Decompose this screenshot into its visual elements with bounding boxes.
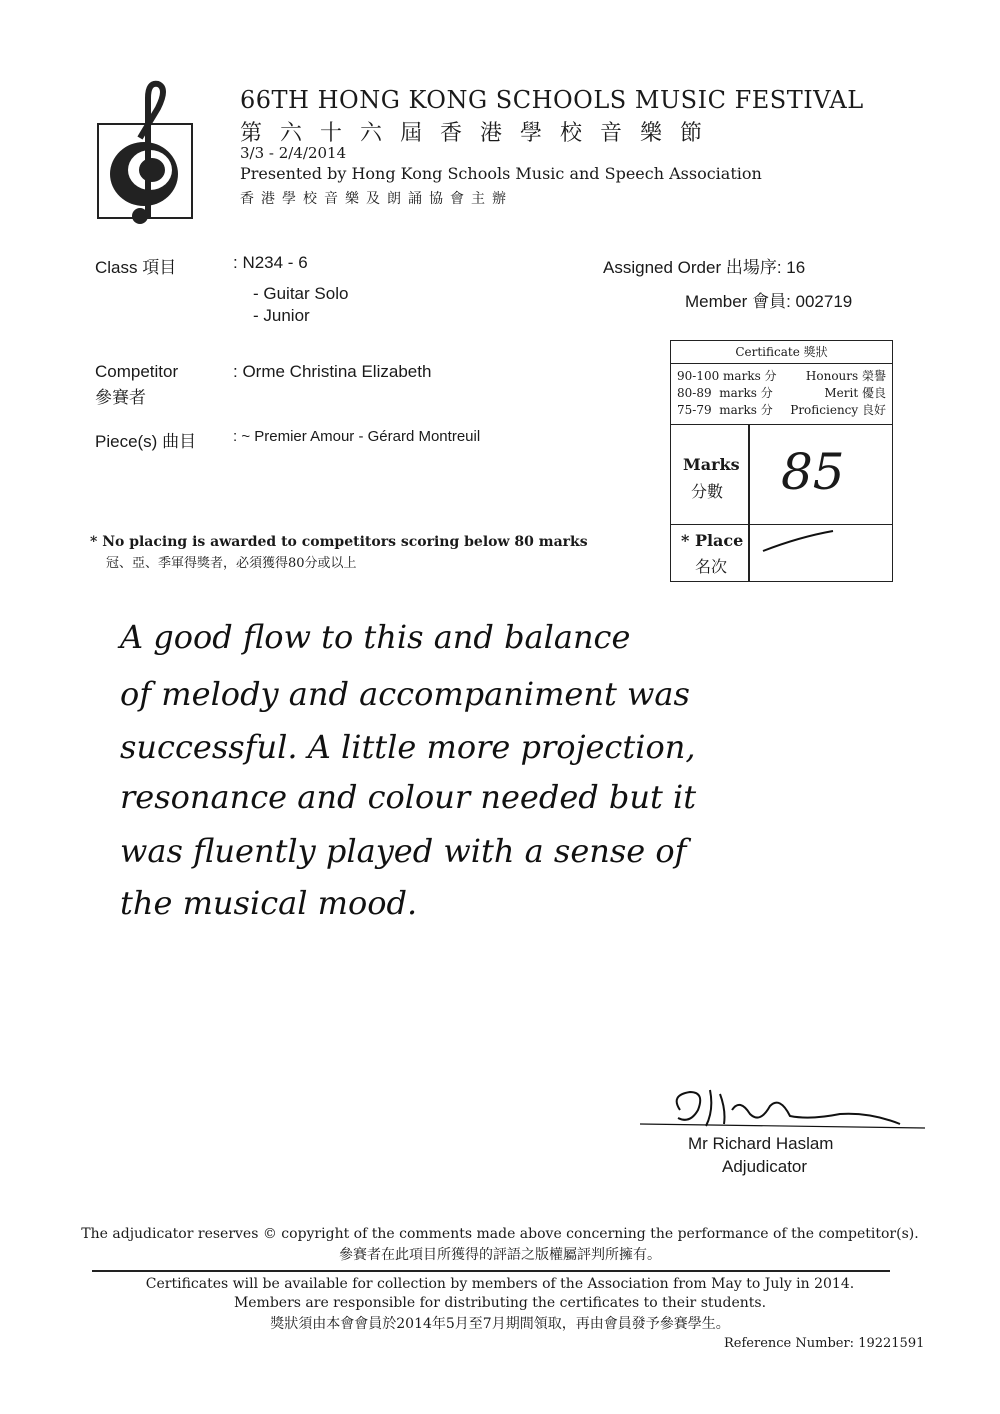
grade-row [677, 401, 886, 417]
festival-title-zh: 第六十六屆香港學校音樂節 [240, 121, 721, 146]
place-label: * Place [681, 531, 744, 550]
grade-award: Proficiency 良好 [790, 403, 886, 417]
festival-logo [96, 78, 196, 228]
certificate-responsibility-note: Members are responsible for distributing the certificates to their students. [233, 1295, 767, 1311]
class-value: : N234 - 6 [233, 253, 308, 272]
comment-line: successful. A little more projection, [120, 728, 696, 766]
certificate-note-zh: 獎狀須由本會會員於2014年5月至7月期間領取，再由會員發予參賽學生。 [270, 1316, 730, 1332]
comment-line: A good flow to this and balance [120, 618, 631, 656]
marks-label-zh: 分數 [691, 484, 724, 501]
marks-label: Marks [683, 455, 740, 474]
marks-cell [671, 425, 892, 525]
reference-number: Reference Number: 19221591 [724, 1336, 925, 1351]
marks-value: 85 [781, 443, 845, 501]
placing-note: * No placing is awarded to competitors scoring below 80 marks [90, 534, 588, 550]
pieces-value: : ~ Premier Amour - Gérard Montreuil [233, 428, 481, 445]
comment-line: resonance and colour needed but it [120, 778, 697, 816]
competitor-label-zh: 參賽者 [95, 388, 146, 407]
certificate-header: Certificate 獎狀 [671, 341, 892, 364]
certificate-collection-note: Certificates will be available for collection by members of the Association from May to July in 2014. [145, 1276, 855, 1292]
festival-presenter: Presented by Hong Kong Schools Music and Speech Association [240, 164, 762, 183]
grade-award: Merit 優良 [824, 386, 886, 400]
grade-range: 80-89 marks 分 [677, 386, 773, 400]
festival-title: 66TH HONG KONG SCHOOLS MUSIC FESTIVAL [240, 86, 864, 114]
class-level: - Junior [253, 306, 310, 325]
comment-line: was fluently played with a sense of [120, 832, 687, 870]
festival-dates: 3/3 - 2/4/2014 [240, 144, 347, 162]
comment-line: of melody and accompaniment was [120, 675, 690, 713]
grade-range: 75-79 marks 分 [677, 403, 773, 417]
place-label-zh: 名次 [695, 559, 728, 576]
grade-row [677, 367, 886, 383]
festival-presenter-zh: 香港學校音樂及朗誦協會主辦 [240, 191, 513, 207]
grade-range: 90-100 marks 分 [677, 369, 777, 383]
adjudicator-role: Adjudicator [722, 1157, 808, 1176]
grade-row [677, 384, 886, 400]
placing-note-zh: 冠、亞、季軍得獎者，必須獲得80分或以上 [106, 556, 357, 571]
assigned-order: Assigned Order 出場序: 16 [603, 258, 806, 277]
copyright-note: The adjudicator reserves © copyright of the comments made above concerning the performance of the competitor(s). [81, 1226, 919, 1242]
pieces-label: Piece(s) 曲目 [95, 432, 197, 451]
place-dash-stroke [759, 527, 839, 557]
comment-line: the musical mood. [120, 884, 418, 922]
table-divider [748, 425, 750, 581]
certificate-grades [671, 364, 892, 425]
competitor-name: : Orme Christina Elizabeth [233, 362, 432, 381]
copyright-note-zh: 參賽者在此項目所獲得的評語之版權屬評判所擁有。 [339, 1247, 661, 1263]
class-label: Class 項目 [95, 258, 177, 277]
adjudicator-name: Mr Richard Haslam [688, 1134, 834, 1153]
competitor-label: Competitor [95, 362, 179, 381]
class-instrument: - Guitar Solo [253, 284, 349, 303]
footer-divider [92, 1270, 890, 1272]
certificate-table [670, 340, 893, 582]
adjudicator-signature [640, 1080, 930, 1140]
member-number: Member 會員: 002719 [685, 292, 853, 311]
grade-award: Honours 榮譽 [805, 369, 886, 383]
